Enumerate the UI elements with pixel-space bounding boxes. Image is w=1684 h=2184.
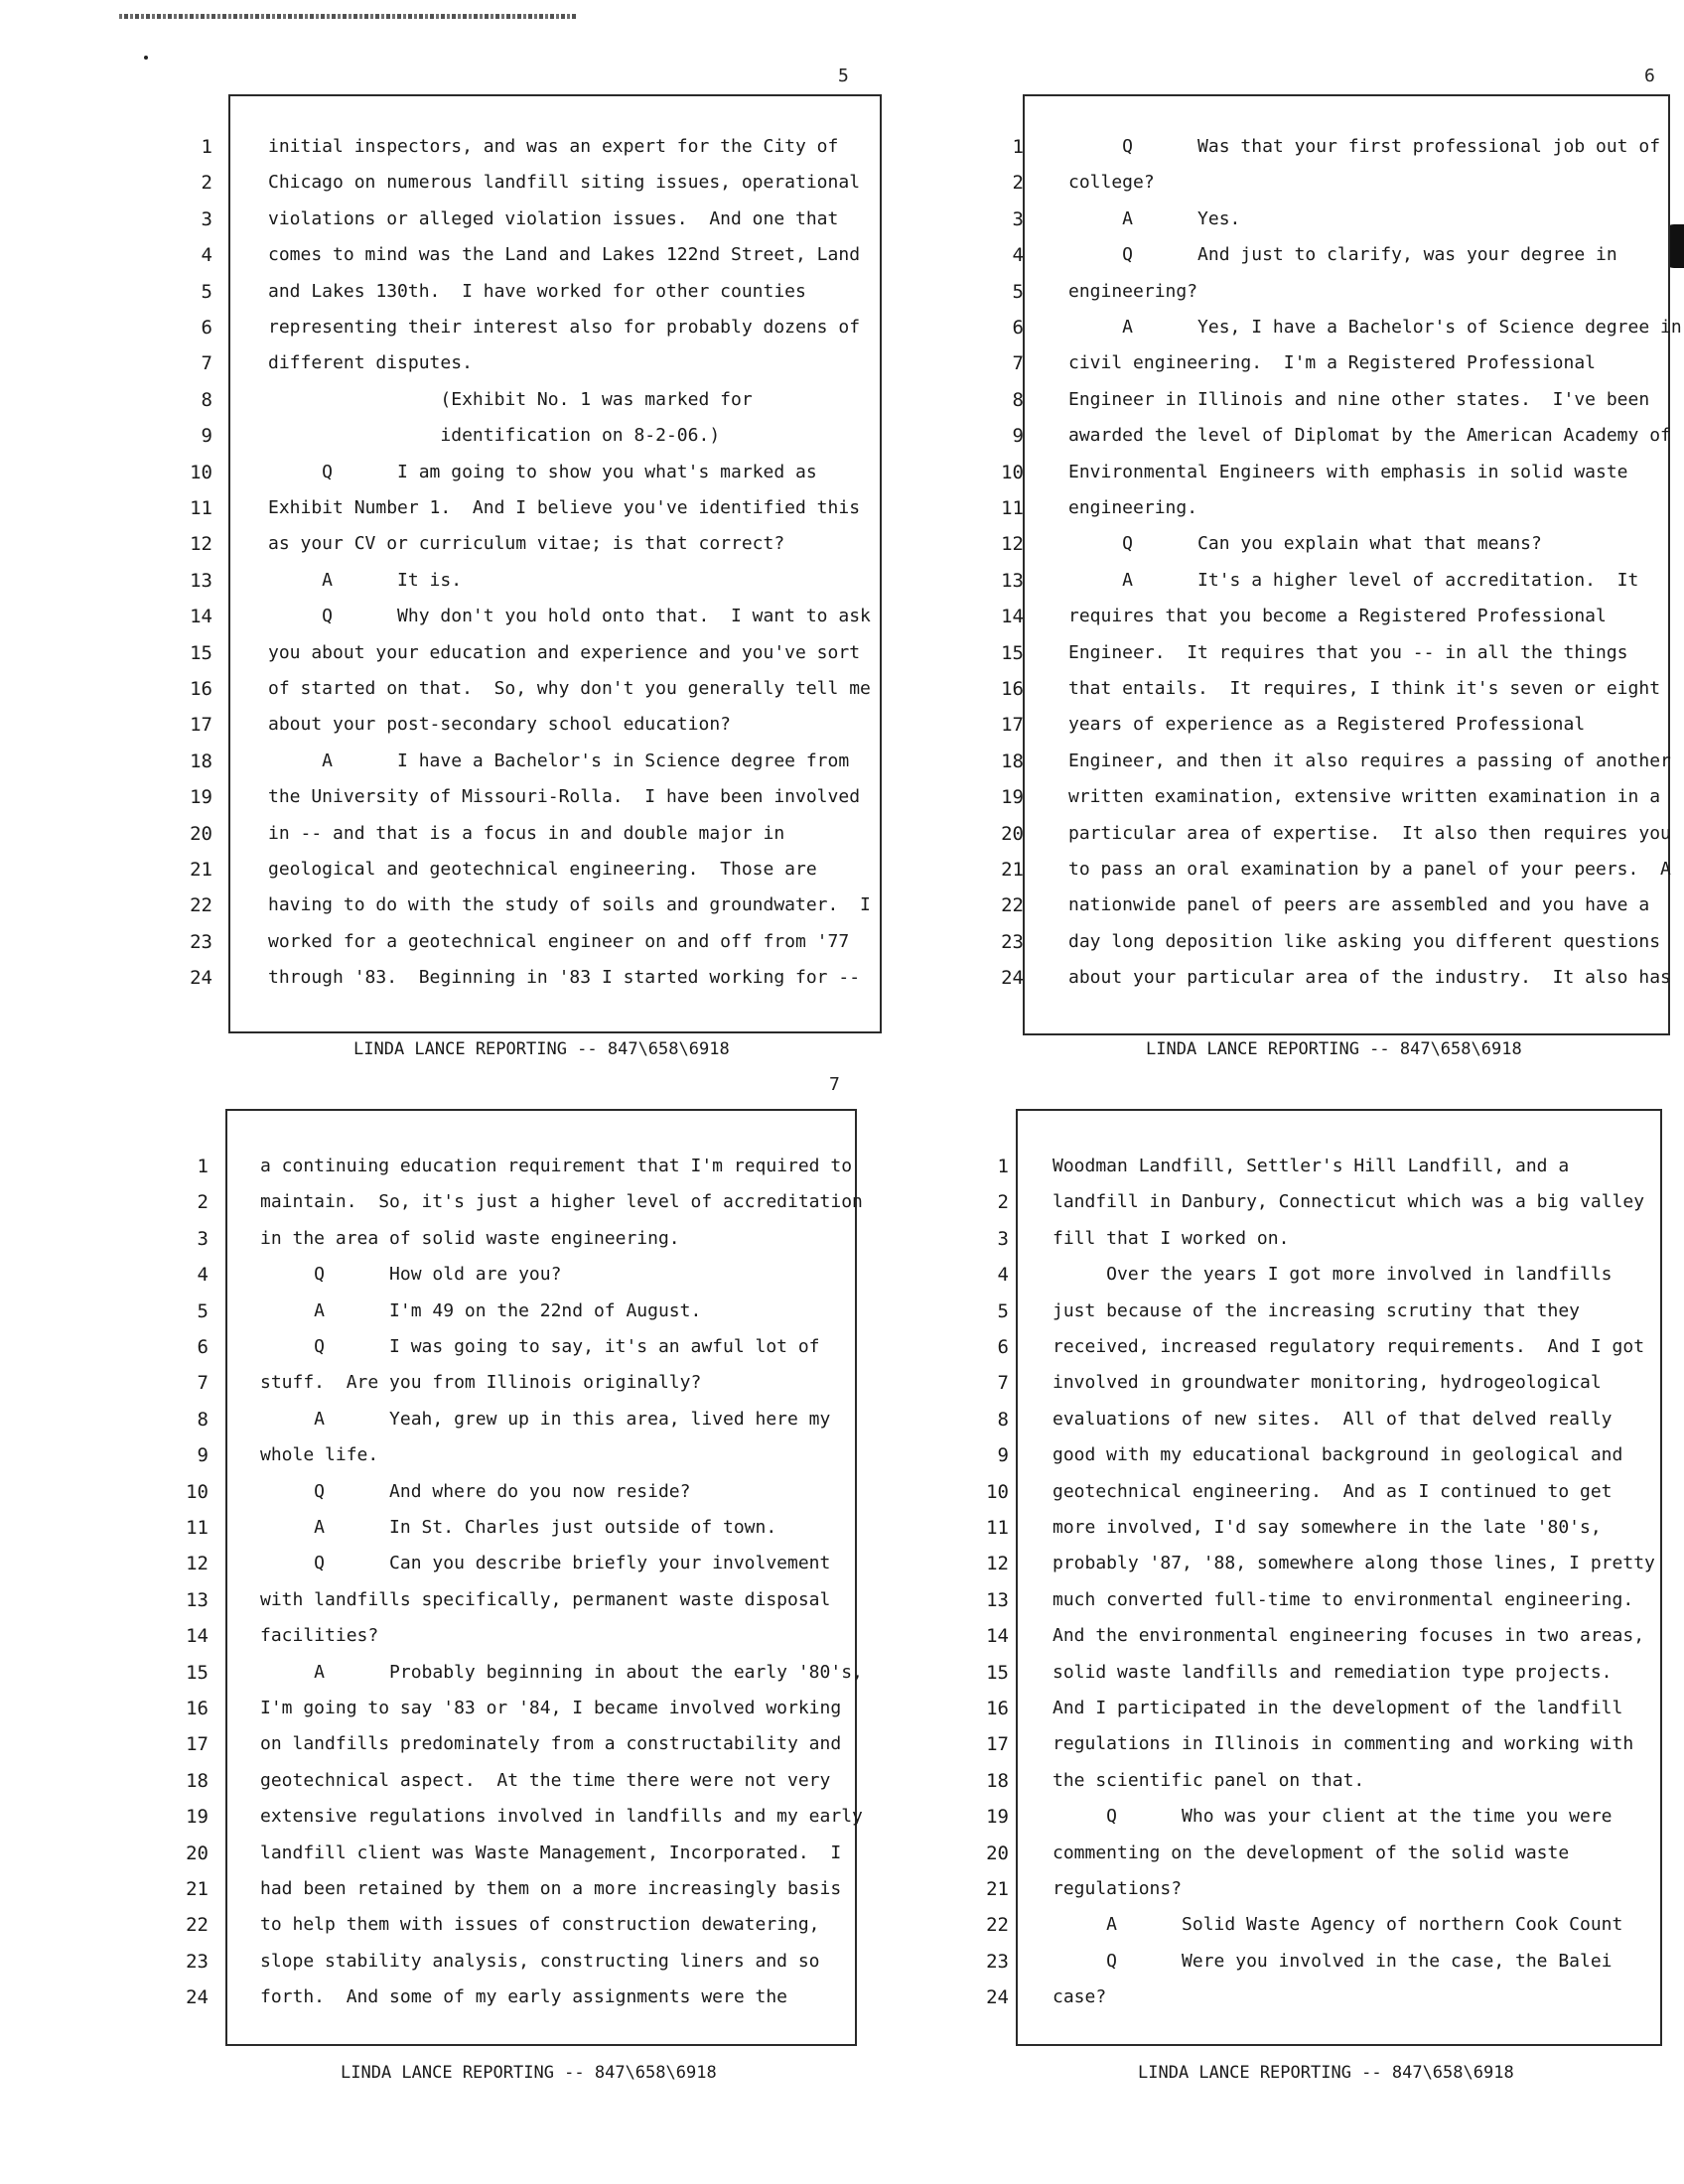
transcript-line: much converted full-time to environmental engineering. [1052,1588,1634,1610]
transcript-line: Woodman Landfill, Settler's Hill Landfill, and a [1052,1156,1570,1176]
transcript-line: civil engineering. I'm a Registered Professional [1068,352,1597,374]
transcript-line: about your post-secondary school education? [268,714,731,736]
transcript-line: awarded the level of Diplomat by the American Academy of [1068,425,1671,447]
transcript-line: A Solid Waste Agency of northern Cook Count [1052,1914,1623,1936]
page-number: 6 [1644,66,1655,86]
transcript-line: And the environmental engineering focuses in two areas, [1052,1625,1645,1647]
transcript-line: of started on that. So, why don't you generally tell me [268,678,871,699]
transcript-line: representing their interest also for probably dozens of [268,317,861,338]
line-number: 11 [186,1517,209,1539]
transcript-line: Q How old are you? [260,1264,562,1286]
line-number: 4 [197,1264,209,1287]
transcript-line: geological and geotechnical engineering. Those are [268,859,817,880]
transcript-line: evaluations of new sites. All of that delved really [1052,1408,1613,1430]
transcript-line: through '83. Beginning in '83 I started working for -- [268,967,861,989]
transcript-line: (Exhibit No. 1 was marked for [268,388,753,410]
transcript-line: landfill in Danbury, Connecticut which was a big valley [1052,1191,1645,1213]
line-number: 8 [1012,388,1024,411]
line-number: 21 [190,859,212,881]
line-number: 1 [997,1156,1009,1177]
line-number: 22 [190,894,212,917]
transcript-line: Engineer in Illinois and nine other states. I've been [1068,388,1650,410]
transcript-line: as your CV or curriculum vitae; is that correct? [268,533,785,555]
line-number: 9 [201,425,212,448]
transcript-line: about your particular area of the industry. It also has [1068,967,1671,989]
line-number: 14 [986,1625,1009,1648]
transcript-line: identification on 8-2-06.) [268,425,721,447]
transcript-line: Q Can you explain what that means? [1068,533,1542,555]
transcript-line: fill that I worked on. [1052,1227,1290,1249]
transcript-line: stuff. Are you from Illinois originally? [260,1372,702,1394]
transcript-line: case? [1052,1986,1107,2008]
line-number: 3 [997,1227,1009,1250]
transcript-line: facilities? [260,1625,379,1647]
transcript-line: in -- and that is a focus in and double major in [268,822,785,844]
line-number: 17 [186,1733,209,1756]
line-number: 8 [997,1408,1009,1431]
transcript-line: received, increased regulatory requirements. And I got [1052,1336,1645,1357]
transcript-line: Q Why don't you hold onto that. I want to ask [268,606,871,627]
transcript-line: you about your education and experience and you've sort [268,641,861,663]
transcript-line: Environmental Engineers with emphasis in solid waste [1068,461,1628,482]
line-number: 14 [186,1625,209,1648]
line-number: 3 [201,207,212,230]
line-number: 13 [986,1588,1009,1611]
line-number: 6 [1012,317,1024,339]
reporter-footer: LINDA LANCE REPORTING -- 847\658\6918 [1146,1039,1522,1059]
transcript-line: Over the years I got more involved in landfills [1052,1264,1613,1286]
line-number: 22 [1001,894,1024,917]
transcript-line: geotechnical aspect. At the time there were not very [260,1769,831,1791]
line-number: 20 [186,1842,209,1864]
line-number: 7 [201,352,212,375]
transcript-line: whole life. [260,1444,379,1466]
line-number: 19 [190,786,212,809]
line-number: 23 [1001,930,1024,953]
line-number: 9 [997,1444,1009,1467]
line-number: 5 [997,1299,1009,1322]
transcript-line: maintain. So, it's just a higher level of accreditation [260,1191,863,1213]
transcript-line: had been retained by them on a more increasingly basis [260,1878,842,1899]
transcript-line: different disputes. [268,352,473,374]
transcript-line: to help them with issues of construction dewatering, [260,1914,820,1936]
line-number: 7 [197,1372,209,1395]
line-number: 14 [1001,606,1024,628]
line-number: 18 [190,750,212,772]
transcript-line: with landfills specifically, permanent waste disposal [260,1588,831,1610]
line-number: 19 [1001,786,1024,809]
line-number: 24 [1001,967,1024,990]
transcript-line: Engineer, and then it also requires a passing of another [1068,750,1671,771]
line-number: 7 [997,1372,1009,1395]
transcript-line: more involved, I'd say somewhere in the late '80's, [1052,1517,1602,1538]
line-number: 22 [186,1914,209,1937]
line-number: 9 [197,1444,209,1467]
line-number: 13 [1001,569,1024,592]
transcript-line: Q Was that your first professional job out of [1068,136,1661,157]
line-number: 12 [1001,533,1024,556]
transcript-line: regulations? [1052,1878,1183,1899]
transcript-line: extensive regulations involved in landfills and my early [260,1806,863,1828]
transcript-line: worked for a geotechnical engineer on and off from '77 [268,930,850,952]
line-number: 5 [201,280,212,303]
line-number: 24 [986,1986,1009,2009]
transcript-line: A I have a Bachelor's in Science degree from [268,750,850,771]
transcript-line: A I'm 49 on the 22nd of August. [260,1299,702,1321]
line-number: 12 [986,1553,1009,1575]
transcript-line: solid waste landfills and remediation type projects. [1052,1661,1613,1683]
line-number: 21 [186,1878,209,1900]
line-number: 7 [1012,352,1024,375]
line-number: 10 [186,1480,209,1503]
transcript-line: that entails. It requires, I think it's seven or eight [1068,678,1661,699]
transcript-line: A In St. Charles just outside of town. [260,1517,777,1538]
line-number: 16 [190,678,212,700]
line-number: 13 [186,1588,209,1611]
line-number: 3 [1012,207,1024,230]
transcript-line: comes to mind was the Land and Lakes 122nd Street, Land [268,244,861,266]
line-number: 8 [197,1408,209,1431]
transcript-line: A Probably beginning in about the early '80's, [260,1661,863,1683]
reporter-footer: LINDA LANCE REPORTING -- 847\658\6918 [341,2063,717,2083]
transcript-line: to pass an oral examination by a panel of your peers. A [1068,859,1671,880]
line-number: 24 [186,1986,209,2009]
transcript-line: a continuing education requirement that I'm required to [260,1156,853,1176]
transcript-line: Q Who was your client at the time you were [1052,1806,1613,1828]
line-number: 18 [186,1769,209,1792]
transcript-line: forth. And some of my early assignments were the [260,1986,788,2008]
line-number: 13 [190,569,212,592]
transcript-line: slope stability analysis, constructing liners and so [260,1950,820,1972]
reporter-footer: LINDA LANCE REPORTING -- 847\658\6918 [1138,2063,1514,2083]
transcript-line: just because of the increasing scrutiny that they [1052,1299,1581,1321]
line-number: 11 [190,497,212,519]
line-number: 19 [186,1806,209,1829]
line-number: 1 [201,136,212,158]
transcript-line: regulations in Illinois in commenting and working with [1052,1733,1634,1755]
line-number: 6 [997,1336,1009,1358]
line-number: 14 [190,606,212,628]
line-number: 17 [190,714,212,737]
line-number: 2 [997,1191,1009,1214]
transcript-line: day long deposition like asking you different questions [1068,930,1661,952]
transcript-line: requires that you become a Registered Professional [1068,606,1607,627]
scan-dot-artifact [144,56,148,60]
line-number: 17 [986,1733,1009,1756]
line-number: 15 [986,1661,1009,1684]
transcript-line: Engineer. It requires that you -- in all the things [1068,641,1628,663]
line-number: 16 [986,1698,1009,1719]
line-number: 20 [190,822,212,845]
transcript-line: geotechnical engineering. And as I continued to get [1052,1480,1613,1502]
transcript-line: years of experience as a Registered Professional [1068,714,1586,736]
line-number: 6 [201,317,212,339]
line-number: 9 [1012,425,1024,448]
transcript-line: A Yeah, grew up in this area, lived here my [260,1408,831,1430]
transcript-line: Q And just to clarify, was your degree in [1068,244,1617,266]
line-number: 20 [1001,822,1024,845]
line-number: 10 [190,461,212,483]
transcript-line: landfill client was Waste Management, Incorporated. I [260,1842,842,1863]
transcript-line: in the area of solid waste engineering. [260,1227,680,1249]
transcript-line: Q And where do you now reside? [260,1480,691,1502]
line-number: 2 [1012,172,1024,195]
page-number: 7 [829,1074,840,1095]
line-number: 19 [986,1806,1009,1829]
line-number: 4 [201,244,212,267]
transcript-line: Exhibit Number 1. And I believe you've identified this [268,497,861,518]
transcript-line: college? [1068,172,1155,194]
line-number: 4 [1012,244,1024,267]
line-number: 16 [186,1698,209,1719]
transcript-line: Q Were you involved in the case, the Balei [1052,1950,1613,1972]
line-number: 1 [1012,136,1024,158]
line-number: 8 [201,388,212,411]
line-number: 3 [197,1227,209,1250]
transcript-line: engineering? [1068,280,1198,302]
line-number: 11 [1001,497,1024,519]
transcript-line: A Yes. [1068,207,1241,229]
line-number: 18 [986,1769,1009,1792]
transcript-line: on landfills predominately from a constructability and [260,1733,842,1755]
line-number: 24 [190,967,212,990]
transcript-line: And I participated in the development of the landfill [1052,1698,1623,1718]
transcript-line: and Lakes 130th. I have worked for other counties [268,280,806,302]
line-number: 12 [190,533,212,556]
transcript-line: probably '87, '88, somewhere along those lines, I pretty [1052,1553,1655,1574]
line-number: 17 [1001,714,1024,737]
line-number: 23 [986,1950,1009,1973]
transcript-line: Q I was going to say, it's an awful lot of [260,1336,820,1357]
transcript-line: written examination, extensive written examination in a [1068,786,1661,808]
line-number: 11 [986,1517,1009,1539]
line-number: 20 [986,1842,1009,1864]
transcript-line: Q Can you describe briefly your involvement [260,1553,831,1574]
line-number: 15 [1001,641,1024,664]
transcript-line: the scientific panel on that. [1052,1769,1365,1791]
transcript-line: having to do with the study of soils and groundwater. I [268,894,871,916]
line-number: 6 [197,1336,209,1358]
page-number: 5 [838,66,849,86]
transcript-line: A It's a higher level of accreditation. It [1068,569,1639,591]
transcript-line: I'm going to say '83 or '84, I became involved working [260,1698,842,1718]
line-number: 5 [197,1299,209,1322]
line-number: 10 [1001,461,1024,483]
transcript-line: violations or alleged violation issues. And one that [268,207,839,229]
line-number: 18 [1001,750,1024,772]
transcript-line: nationwide panel of peers are assembled and you have a [1068,894,1650,916]
reporter-footer: LINDA LANCE REPORTING -- 847\658\6918 [353,1039,730,1059]
line-number: 23 [186,1950,209,1973]
line-number: 16 [1001,678,1024,700]
line-number: 12 [186,1553,209,1575]
transcript-line: involved in groundwater monitoring, hydrogeological [1052,1372,1602,1394]
line-number: 1 [197,1156,209,1177]
transcript-line: A It is. [268,569,463,591]
transcript-line: particular area of expertise. It also then requires you [1068,822,1671,844]
transcript-line: the University of Missouri-Rolla. I have been involved [268,786,861,808]
transcript-line: good with my educational background in geological and [1052,1444,1623,1466]
line-number: 5 [1012,280,1024,303]
transcript-line: engineering. [1068,497,1198,518]
line-number: 15 [186,1661,209,1684]
transcript-line: Chicago on numerous landfill siting issues, operational [268,172,861,194]
line-number: 21 [986,1878,1009,1900]
transcript-line: initial inspectors, and was an expert for the City of [268,136,839,157]
transcript-line: commenting on the development of the solid waste [1052,1842,1570,1863]
transcript-line: A Yes, I have a Bachelor's of Science degree in [1068,317,1682,338]
line-number: 10 [986,1480,1009,1503]
line-number: 15 [190,641,212,664]
line-number: 21 [1001,859,1024,881]
line-number: 23 [190,930,212,953]
transcript-line: Q I am going to show you what's marked as [268,461,817,482]
scan-header-artifact [119,14,576,19]
line-number: 22 [986,1914,1009,1937]
line-number: 2 [201,172,212,195]
line-number: 4 [997,1264,1009,1287]
line-number: 2 [197,1191,209,1214]
